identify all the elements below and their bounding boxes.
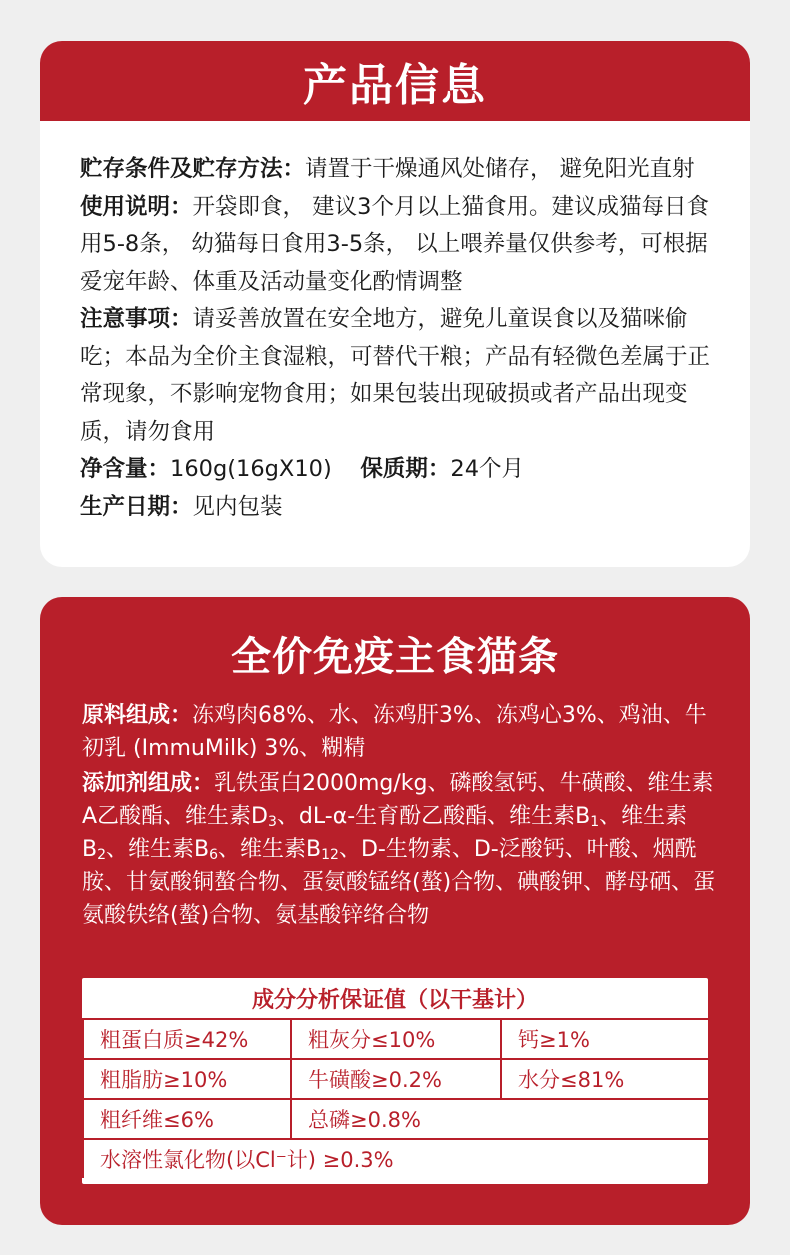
additives-sub-b1: 1 [590, 814, 600, 830]
product-info-header [40, 41, 750, 121]
ingredients-paragraph [82, 699, 720, 765]
analysis-cell: 水分≤81% [502, 1058, 708, 1098]
net-content-value: 160g(16gX10) [170, 456, 332, 482]
analysis-cell: 牛磺酸≥0.2% [292, 1058, 502, 1098]
additives-text-1: 乳铁蛋白2000mg/kg、磷酸氢钙、牛磺酸、维生素A乙酸酯、维生素D [82, 771, 714, 829]
analysis-cell: 水溶性氯化物(以Cl⁻计) ≥0.3% [82, 1138, 708, 1178]
additives-sub-b6: 6 [209, 847, 219, 863]
analysis-cell: 粗纤维≤6% [82, 1098, 292, 1138]
analysis-grid [82, 1018, 702, 1178]
ingredients-text: 冻鸡肉68%、水、冻鸡肝3%、冻鸡心3%、鸡油、牛初乳 (ImmuMilk) 3%、糊精 [82, 703, 707, 761]
additives-sub-b2: 2 [97, 847, 107, 863]
notice-text: 请妥善放置在安全地方，避免儿童误食以及猫咪偷吃；本品为全价主食湿粮，可替代干粮；产品有轻微色差属于正常现象，不影响宠物食用；如果包装出现破损或者产品出现变质，请勿食用 [80, 306, 711, 445]
additives-text-2: 、dL-α-生育酚乙酸酯、维生素B [276, 804, 591, 829]
formula-body [40, 681, 750, 932]
shelf-life-value: 24个月 [450, 456, 525, 482]
product-info-body [40, 121, 750, 526]
additives-sub-b12: 12 [321, 847, 339, 863]
net-content-label: 净含量： [80, 456, 171, 482]
analysis-grid-wrap [82, 1018, 708, 1184]
analysis-cell: 总磷≥0.8% [292, 1098, 708, 1138]
analysis-cell: 粗灰分≤10% [292, 1018, 502, 1058]
notice-label: 注意事项： [80, 306, 193, 332]
notice-paragraph [80, 301, 712, 451]
analysis-table [82, 978, 708, 1184]
product-info-title: 产品信息 [303, 60, 487, 111]
shelf-life-label: 保质期： [360, 456, 451, 482]
ingredients-label: 原料组成： [82, 703, 193, 728]
additives-text-5: 、维生素B [218, 837, 322, 862]
usage-text: 开袋即食， 建议3个月以上猫食用。建议成猫每日食用5-8条， 幼猫每日食用3-5条， 以上喂养量仅供参考，可根据爱宠年龄、体重及活动量变化酌情调整 [80, 193, 709, 295]
analysis-cell: 粗蛋白质≥42% [82, 1018, 292, 1058]
storage-text: 请置于干燥通风处储存， 避免阳光直射 [305, 156, 695, 182]
additives-text-3: 、维生素B [82, 804, 688, 862]
additives-paragraph [82, 767, 720, 932]
usage-paragraph [80, 189, 712, 302]
additives-text-4: 、维生素B [106, 837, 210, 862]
formula-title: 全价免疫主食猫条 [231, 634, 559, 680]
production-date-value: 见内包装 [192, 493, 283, 520]
production-date-paragraph [80, 489, 712, 527]
storage-label: 贮存条件及贮存方法： [80, 156, 306, 182]
additives-label: 添加剂组成： [82, 771, 215, 796]
analysis-cell: 粗脂肪≥10% [82, 1058, 292, 1098]
analysis-cell: 钙≥1% [502, 1018, 708, 1058]
storage-paragraph [80, 151, 712, 189]
usage-label: 使用说明： [80, 193, 193, 220]
formula-card [40, 597, 750, 1225]
analysis-title: 成分分析保证值（以干基计） [251, 987, 538, 1013]
net-shelf-paragraph [80, 451, 712, 489]
additives-text-6: 、D-生物素、D-泛酸钙、叶酸、烟酰胺、甘氨酸铜螯合物、蛋氨酸锰络(螯)合物、碘酸钾、酵母硒、蛋氨酸铁络(螯)合物、氨基酸锌络合物 [82, 837, 716, 928]
production-date-label: 生产日期： [80, 493, 193, 520]
additives-sub-d3: 3 [268, 814, 277, 830]
product-info-card [40, 41, 750, 567]
